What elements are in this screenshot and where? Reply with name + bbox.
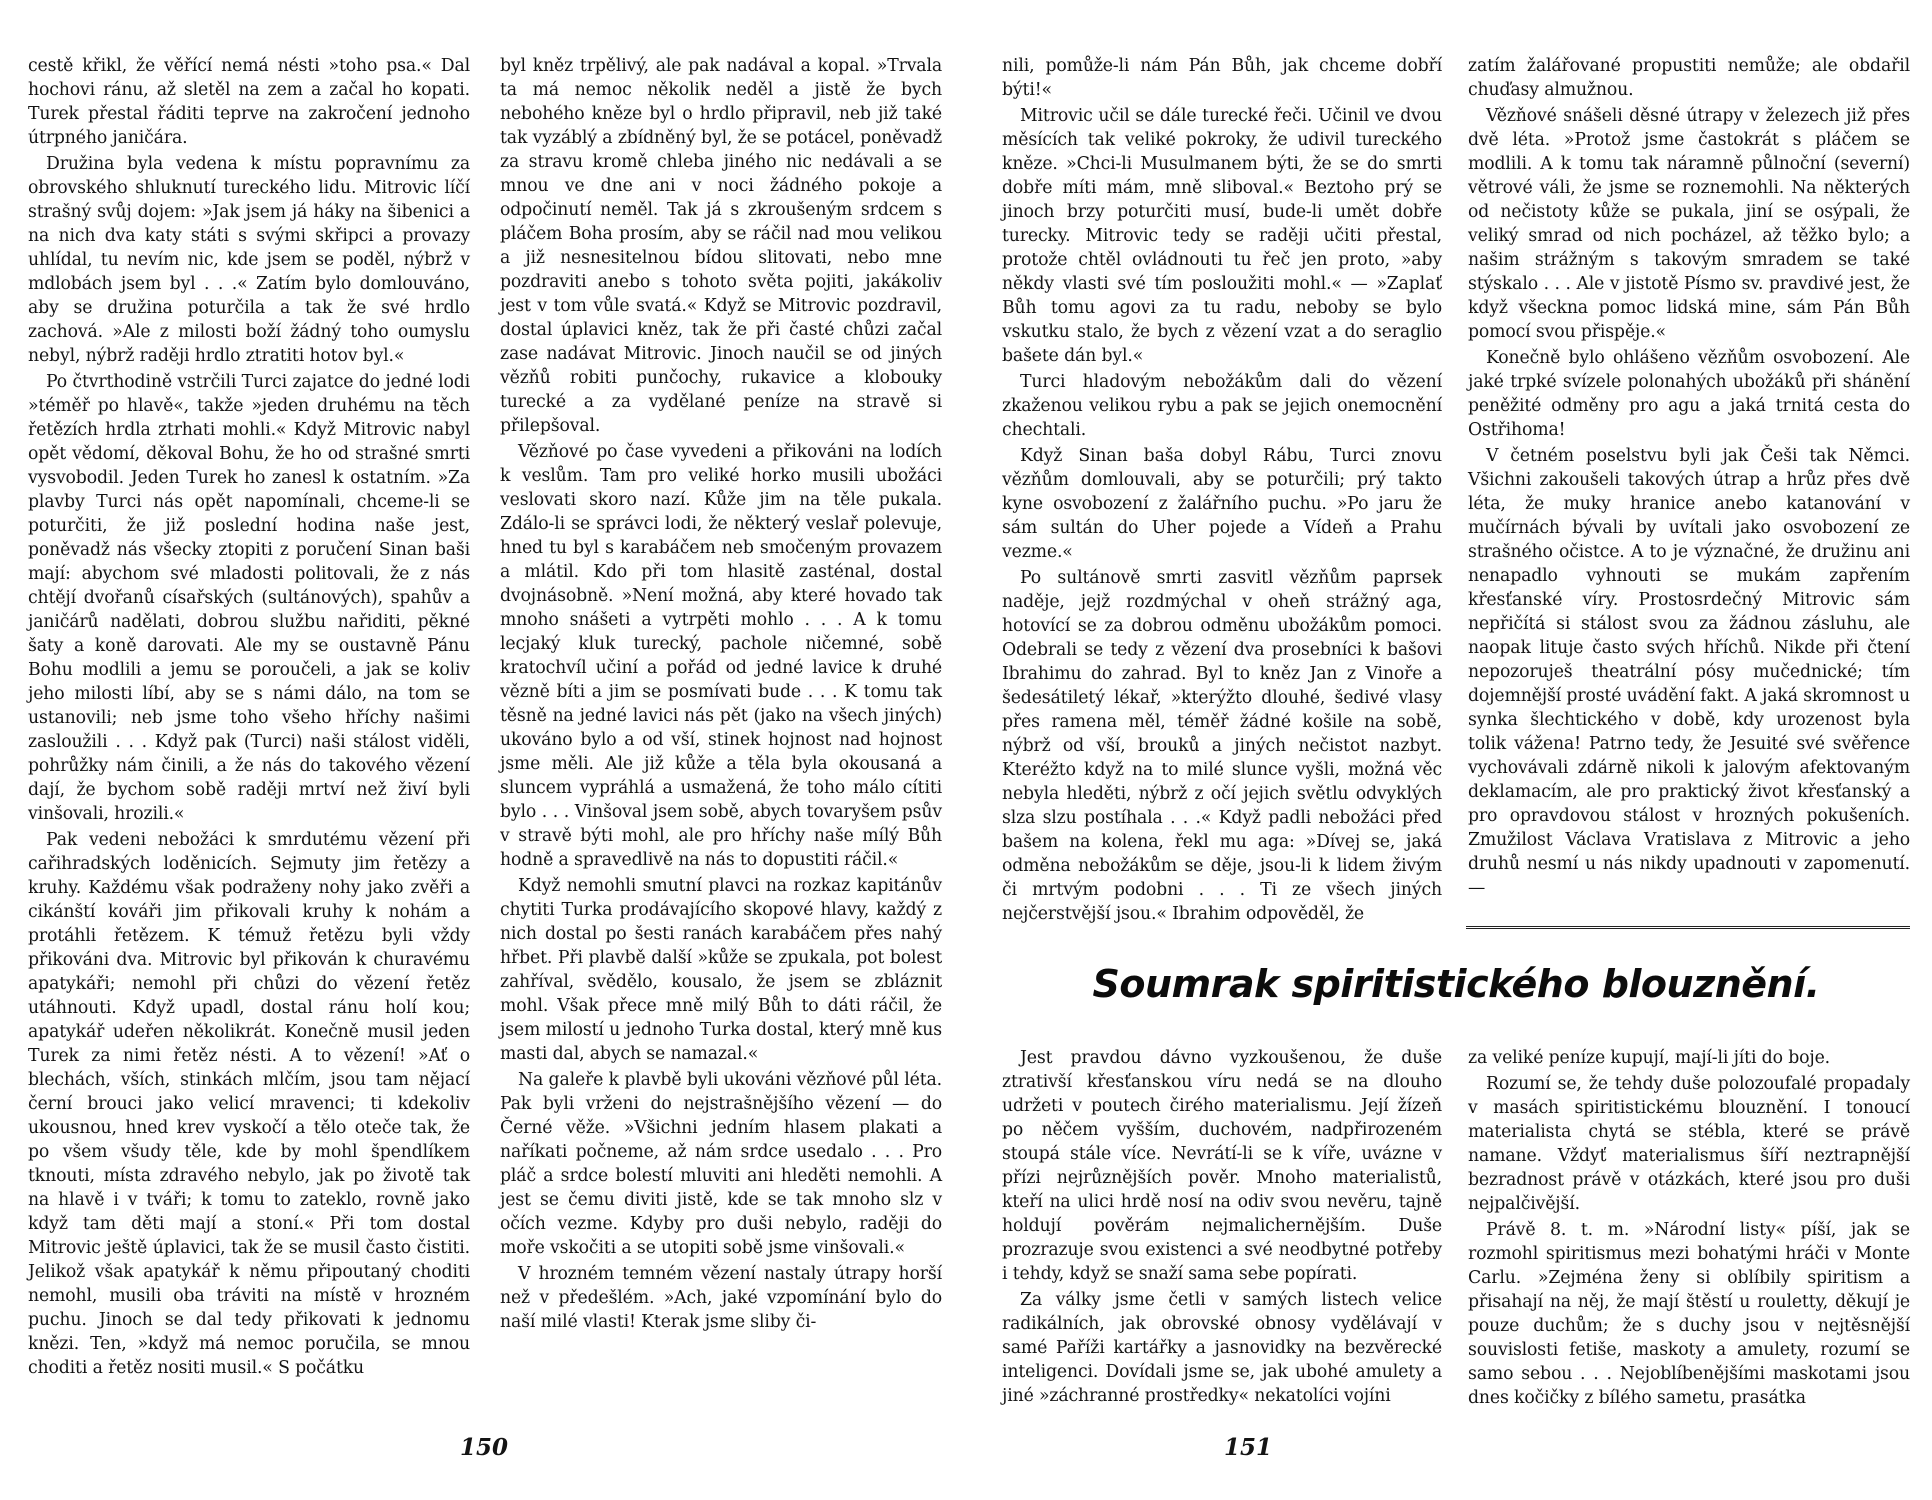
paragraph: Právě 8. t. m. »Národní listy« píší, jak se rozmohl spiritismus mezi bohatými hráči v Monte Carlu. »Zejména ženy si oblíbily spiritism a přisahají na něj, že mají štěstí u rouletty, děkují je pouze duchům; že s duchy jsou v nejtěsnější souvislosti fetiše, maskoty a amulety, rozumí se samo sebou . . . Nejoblíbenějšími maskotami jsou dnes kočičky z bílého sametu, prasátka bbox=[1468, 1220, 1910, 1408]
article-column-2 bbox=[1468, 1046, 1910, 1412]
paragraph: V četném poselstvu byli jak Češi tak Němci. Všichni zakoušeli takových útrap a hrůz přes dvě léta, že muky hranice anebo katanování v mučírnách bývali by uvítali jako osvobození ze strašného očistce. A to je význačné, že družinu ani nenapadlo vyhnouti se mukám zapřením křesťanské víry. Prostosrdečný Mitrovic sám nepřičítá si stálost svou za žádnou zásluhu, ale naopak lituje často svých hříchů. Nikde při čtení nepozoruješ theatrální pósy mučednické; tím dojemnější prosté uvádění fakt. A jaká skromnost u synka šlechtického v době, kdy urozenost byla tolik vážena! Patrno tedy, že Jesuité své svěřence vychovávali zdárně nikoli k jalovým afektovaným deklamacím, ale pro praktický život křesťanský a pro opravdovou stálost v hrozných pokušeních. Zmužilost Václava Vratislava z Mitrovic a jeho druhů nesmí u nás nikdy upadnouti v zapomenutí. — bbox=[1468, 446, 1910, 898]
page-number-left: 150 bbox=[460, 1434, 509, 1461]
right-page-column-1 bbox=[1002, 54, 1442, 928]
left-page-column-1 bbox=[28, 54, 470, 1382]
paragraph: zatím žalářované propustiti nemůže; ale obdařil chuďasy almužnou. bbox=[1468, 56, 1910, 100]
paragraph: Vězňové snášeli děsné útrapy v železech již přes dvě léta. »Protož jsme častokrát s pláčem se modlili. A k tomu tak náramně půlnoční (severní) větrové váli, že jsme se roznemohli. Na některých od nečistoty kůže se pukala, jiní se osýpali, že veliký smrad od nich pocházel, až těžko bylo; a našim strážným s takovým smradem se také stýskalo . . . Ale v jistotě Písmo sv. pravdivé jest, že když všeckna pomoc lidská mine, sám Pán Bůh pomocí svou přispěje.« bbox=[1468, 106, 1910, 342]
section-divider bbox=[1466, 926, 1910, 929]
paragraph: Mitrovic učil se dále turecké řeči. Učinil ve dvou měsících tak veliké pokroky, že udivil tureckého kněze. »Chci-li Musulmanem býti, že se do smrti dobře míti mám, mně sliboval.« Beztoho prý se jinoch brzy poturčiti musí, bude-li umět dobře turecky. Mitrovic tedy se raději učiti přestal, protože chtěl ovládnouti tu řeč jen proto, »aby někdy vlasti své tím posloužiti mohl.« — »Zaplať Bůh tomu agovi za tu radu, neboby se bylo vskutku stalo, že bych z vězení vzat a do seraglio bašete dán byl.« bbox=[1002, 106, 1442, 366]
page-number-right: 151 bbox=[1224, 1434, 1273, 1461]
paragraph: Za války jsme četli v samých listech velice radikálních, jak obrovské obnosy vydělávají v samé Paříži kartářky a jasnovidky na bezvěrecké inteligenci. Dovídali jsme se, jak ubohé amulety a jiné »záchranné prostředky« nekatolíci vojíni bbox=[1002, 1290, 1442, 1406]
paragraph: Pak vedeni nebožáci k smrdutému vězení při cařihradských loděnicích. Sejmuty jim řetězy a kruhy. Každému však podraženy nohy jako zvěři a cikánští kováři jim přikovali kruhy k nohám a protáhli řetězem. K témuž řetězu byli vždy přikováni dva. Mitrovic byl přikován k churavému apatykáři; nemohl při chůzi do vězení řetěz utáhnouti. Když upadl, dostal ránu holí kou; apatykář udeřen několikrát. Konečně musil jeden Turek za nimi řetěz nésti. A to vězení! »Ať o blechách, vších, stinkách mlčím, jsou tam nějací černí brouci jako velicí mravenci; ti kdekoliv ukousnou, hned krev vyskočí a tělo oteče tak, že po všem všudy těle, kde by mohl špendlíkem tknouti, místa zdravého nebylo, jak po životě tak na hlavě i v tváři; k tomu to zateklo, rovně jako když tam děti mají a stoní.« Při tom dostal Mitrovic ještě úplavici, tak že se musil často čistiti. Jelikož však apatykář k němu připoutaný choditi nemohl, musili oba tráviti na místě v hrozném puchu. Jinoch se dal tedy přikovati k jednomu knězi. Ten, »když má nemoc poručila, se mnou choditi a řetěz nositi musil.« S počátku bbox=[28, 830, 470, 1378]
paragraph: Družina byla vedena k místu popravnímu za obrovského shluknutí tureckého lidu. Mitrovic líčí strašný svůj dojem: »Jak jsem já háky na šibenici a na nich dva katy státi s svými skřipci a provazy uhlídal, tu nevím nic, kde jsem se poděl, nýbrž v mdlobách jsem byl . . .« Zatím bylo domlouváno, aby se družina poturčila a tak že své hrdlo zachová. »Ale z milosti boží žádný toho oumyslu nebyl, nýbrž raději hrdlo ztratiti hotov byl.« bbox=[28, 154, 470, 366]
paragraph: Jest pravdou dávno vyzkoušenou, že duše ztrativší křesťanskou víru nedá se na dlouho udržeti v poutech čirého materialismu. Její žízeň po něčem vyšším, duchovém, nadpřirozeném stoupá stále více. Nevrátí-li se k víře, uvázne v přízi nejrůznějších pověr. Mnoho materialistů, kteří na ulici hrdě nosí na odiv svou nevěru, tajně holdují pověrám nejmalichernějším. Duše prozrazuje svou existenci a své neodbytné potřeby i tehdy, když se snaží sama sebe popírati. bbox=[1002, 1048, 1442, 1284]
paragraph: Když nemohli smutní plavci na rozkaz kapitánův chytiti Turka prodávajícího skopové hlavy, každý z nich dostal po šesti ranách karabáčem přes nahý hřbet. Při plavbě další »kůže se zpukala, pot bolest zahříval, svědělo, kousalo, že jsem se zbláznit mohl. Však přece mně milý Bůh to dáti ráčil, že jsem milostí u jednoho Turka dostal, který mně kus masti dal, abych se namazal.« bbox=[500, 876, 942, 1064]
paragraph: byl kněz trpělivý, ale pak nadával a kopal. »Trvala ta má nemoc několik neděl a jistě že bych nebohého kněze byl o hrdlo připravil, neb již také tak vyzáblý a zbídněný byl, že se potácel, poněvadž za stravu kromě chleba jiného nic nedávali a se mnou ve dne ani v noci žádného pokoje a odpočinutí neměl. Tak já s zkroušeným srdcem s pláčem Boha prosím, aby se ráčil nad mou velikou a již nesnesitelnou bídou slitovati, nebo mne pozdraviti anebo s tohoto světa pojiti, jakákoliv jest v tom vůle svatá.« Když se Mitrovic pozdravil, dostal úplavici kněz, tak že při časté chůzi začal zase nadávat Mitrovic. Jinoch naučil se od jiných vězňů robiti punčochy, rukavice a klobouky turecké a za vydělané peníze na stravě si přilepšoval. bbox=[500, 56, 942, 436]
paragraph: Turci hladovým nebožákům dali do vězení zkaženou velikou rybu a pak se jejich onemocnění chechtali. bbox=[1002, 372, 1442, 440]
paragraph: nili, pomůže-li nám Pán Bůh, jak chceme dobří býti!« bbox=[1002, 56, 1442, 100]
paragraph: Když Sinan baša dobyl Rábu, Turci znovu vězňům domlouvali, aby se poturčili; prý takto kyne osvobození z žalářního puchu. »Po jaru že sám sultán do Uher pojede a Vídeň a Prahu vezme.« bbox=[1002, 446, 1442, 562]
article-title: Soumrak spiritistického blouznění. bbox=[1092, 962, 1820, 1006]
left-page-column-2 bbox=[500, 54, 942, 1336]
paragraph: Rozumí se, že tehdy duše polozoufalé propadaly v masách spiritistickému blouznění. I tonoucí materialista chytá se stébla, které se právě namane. Vždyť materialismus šíří neztrapnější bezradnost právě v otázkách, které jsou pro duši nejpalčivější. bbox=[1468, 1074, 1910, 1214]
paragraph: Po sultánově smrti zasvitl vězňům paprsek naděje, jejž rozdmýchal v oheň strážný aga, hotovící se za dobrou odměnu ubožákům pomoci. Odebrali se tedy z vězení dva prosebníci k bašovi Ibrahimu do zahrad. Byl to kněz Jan z Vinoře a šedesátiletý lékař, »kterýžto dlouhé, šedivé vlasy přes ramena měl, téměř žádné košile na sobě, nýbrž od vší, brouků a jiných nečistot nazbyt. Kteréžto když na to milé slunce vyšli, možná věc nebyla hleděti, nýbrž z očí jejich světlu odvyklých slza slzu postíhala . . .« Když padli nebožáci před bašem na kolena, řekl mu aga: »Dívej se, jaká odměna nebožákům se děje, jsou-li k lidem živým či mrtvým podobni . . . Ti ze všech jiných nejčerstvější jsou.« Ibrahim odpověděl, že bbox=[1002, 568, 1442, 924]
paragraph: Po čtvrthodině vstrčili Turci zajatce do jedné lodi »téměř po hlavě«, takže »jeden druhému na těch řetězích hrdla ztrhati mohli.« Když Mitrovic nabyl opět vědomí, děkoval Bohu, že ho od strašné smrti vysvobodil. Jeden Turek ho zanesl k ostatním. »Za plavby Turci nás opět napomínali, chceme-li se poturčiti, že již poslední hodina naše jest, poněvadž nás všecky ztopiti z poručení Sinan baši mají: abychom své mladosti politovali, že z nás chtějí dvořanů císařských (sultánových), spahův a janičárů nadělati, dobrou službu nařiditi, pěkné šaty a koně darovati. Ale my se oustavně Pánu Bohu modlili a jemu se poroučeli, a jak se koliv jeho milosti líbí, aby se s námi dálo, na tom se ustanovili; neb jsme toho všeho hříchy našimi zasloužili . . . Když pak (Turci) naši stálost viděli, pohrůžky nám činili, a že nás do takového vězení dají, že bychom sobě raději mrtví než živí byli vinšovali, hrozili.« bbox=[28, 372, 470, 824]
paragraph: Na galeře k plavbě byli ukováni vězňové půl léta. Pak byli vrženi do nejstrašnějšího vězení — do Černé věže. »Všichni jedním hlasem plakati a naříkati počneme, až nám srdce usedalo . . . Pro pláč a srdce bolestí mluviti ani hleděti nemohli. A jest se čemu diviti jistě, kde se tak mnoho slz v očích vezme. Kdyby pro duši nebylo, raději do moře vskočiti a se utopiti sobě jsme vinšovali.« bbox=[500, 1070, 942, 1258]
article-column-1 bbox=[1002, 1046, 1442, 1410]
paragraph: V hrozném temném vězení nastaly útrapy horší než v předešlém. »Ach, jaké vzpomínání bylo do naší milé vlasti! Kterak jsme sliby či- bbox=[500, 1264, 942, 1332]
paragraph: Konečně bylo ohlášeno vězňům osvobození. Ale jaké trpké svízele polonahých ubožáků při shánění peněžité odměny pro agu a jaká trnitá cesta do Ostřihoma! bbox=[1468, 348, 1910, 440]
paragraph: Vězňové po čase vyvedeni a přikováni na lodích k veslům. Tam pro veliké horko musili ubožáci veslovati skoro nazí. Kůže jim na těle pukala. Zdálo-li se správci lodi, že některý veslař polevuje, hned tu byl s karabáčem neb smočeným provazem a mlátil. Kdo při tom hlasitě zasténal, dostal dvojnásobně. »Není možná, aby které hovado tak mnoho snášeti a vytrpěti mohlo . . . A k tomu lecjaký kluk turecký, pachole ničemné, sobě kratochvíl učiní a pořád od jedné lavice k druhé vězně bíti a jim se posmívati bude . . . K tomu tak těsně na jedné lavici nás pět (jako na všech jiných) ukováno bylo a od vší, stinek hojnost nad hojnost jsme měli. Ale již kůže a těla byla okousaná a sluncem vypráhlá a usmažená, že toho málo cítiti bylo . . . Vinšoval jsem sobě, abych tovaryšem psův v stravě býti mohl, ale pro hříchy naše mílý Bůh hodně a spravedlivě na nás to dopustiti ráčil.« bbox=[500, 442, 942, 870]
paragraph: za veliké peníze kupují, mají-li jíti do boje. bbox=[1468, 1048, 1830, 1068]
right-page-column-2 bbox=[1468, 54, 1910, 902]
paragraph: cestě křikl, že věřící nemá nésti »toho psa.« Dal hochovi ránu, až sletěl na zem a začal ho kopati. Turek přestal řáditi teprve na zakročení jednoho útrpného janičára. bbox=[28, 56, 470, 148]
right-page bbox=[966, 0, 1932, 1500]
